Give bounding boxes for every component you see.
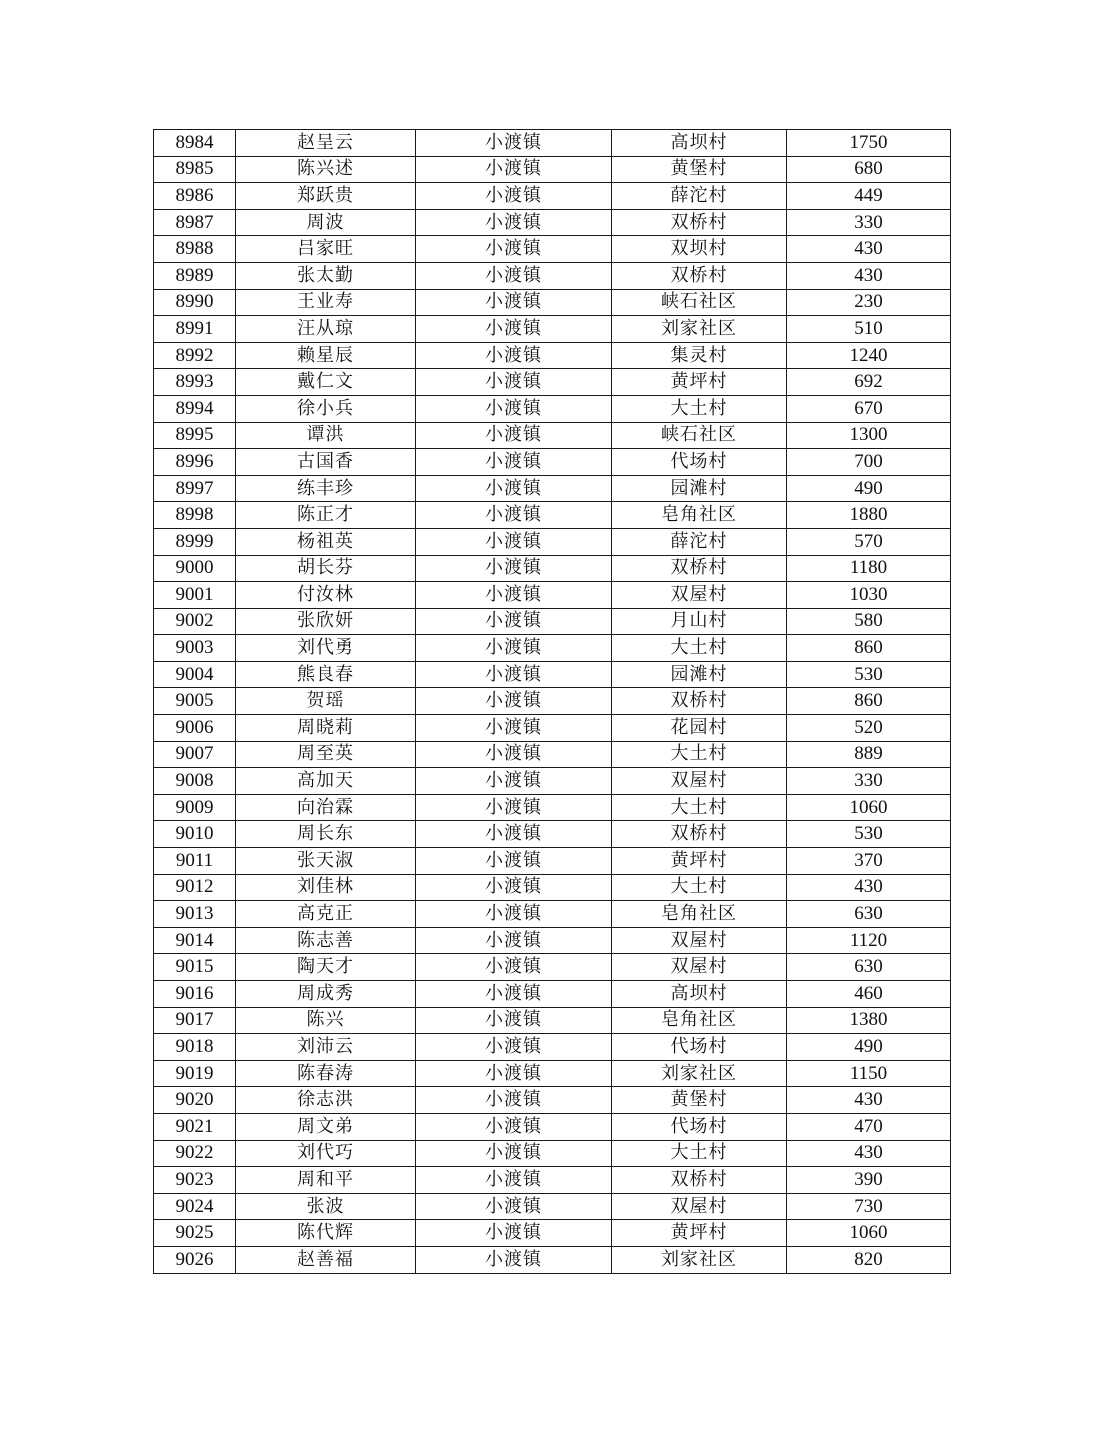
village-cell: 代场村 bbox=[612, 1034, 787, 1061]
table-row bbox=[154, 927, 951, 954]
village-cell: 高坝村 bbox=[612, 130, 787, 157]
table-row bbox=[154, 209, 951, 236]
village-cell: 峡石社区 bbox=[612, 422, 787, 449]
village-cell: 大土村 bbox=[612, 874, 787, 901]
amount-cell: 630 bbox=[787, 954, 951, 981]
table-row bbox=[154, 1007, 951, 1034]
village-cell: 薛沱村 bbox=[612, 528, 787, 555]
town-cell: 小渡镇 bbox=[416, 1140, 612, 1167]
town-cell: 小渡镇 bbox=[416, 981, 612, 1008]
table-row bbox=[154, 262, 951, 289]
town-cell: 小渡镇 bbox=[416, 262, 612, 289]
name-cell: 陈春涛 bbox=[236, 1060, 416, 1087]
records-table bbox=[153, 129, 951, 1274]
amount-cell: 430 bbox=[787, 262, 951, 289]
table-row bbox=[154, 395, 951, 422]
name-cell: 赖星辰 bbox=[236, 342, 416, 369]
village-cell: 双屋村 bbox=[612, 927, 787, 954]
name-cell: 周长东 bbox=[236, 821, 416, 848]
town-cell: 小渡镇 bbox=[416, 156, 612, 183]
village-cell: 大土村 bbox=[612, 741, 787, 768]
town-cell: 小渡镇 bbox=[416, 1193, 612, 1220]
amount-cell: 630 bbox=[787, 901, 951, 928]
serial-number-cell: 9022 bbox=[154, 1140, 236, 1167]
table-row bbox=[154, 794, 951, 821]
serial-number-cell: 8992 bbox=[154, 342, 236, 369]
table-row bbox=[154, 1060, 951, 1087]
table-row bbox=[154, 1167, 951, 1194]
town-cell: 小渡镇 bbox=[416, 688, 612, 715]
table-row bbox=[154, 1246, 951, 1273]
serial-number-cell: 9019 bbox=[154, 1060, 236, 1087]
serial-number-cell: 8997 bbox=[154, 475, 236, 502]
amount-cell: 820 bbox=[787, 1246, 951, 1273]
town-cell: 小渡镇 bbox=[416, 794, 612, 821]
name-cell: 练丰珍 bbox=[236, 475, 416, 502]
town-cell: 小渡镇 bbox=[416, 715, 612, 742]
village-cell: 高坝村 bbox=[612, 981, 787, 1008]
serial-number-cell: 9017 bbox=[154, 1007, 236, 1034]
amount-cell: 490 bbox=[787, 1034, 951, 1061]
serial-number-cell: 9004 bbox=[154, 661, 236, 688]
amount-cell: 860 bbox=[787, 635, 951, 662]
town-cell: 小渡镇 bbox=[416, 342, 612, 369]
amount-cell: 1060 bbox=[787, 1220, 951, 1247]
serial-number-cell: 9015 bbox=[154, 954, 236, 981]
serial-number-cell: 8987 bbox=[154, 209, 236, 236]
town-cell: 小渡镇 bbox=[416, 635, 612, 662]
serial-number-cell: 9026 bbox=[154, 1246, 236, 1273]
amount-cell: 390 bbox=[787, 1167, 951, 1194]
town-cell: 小渡镇 bbox=[416, 369, 612, 396]
name-cell: 陈志善 bbox=[236, 927, 416, 954]
serial-number-cell: 9001 bbox=[154, 582, 236, 609]
name-cell: 周文弟 bbox=[236, 1113, 416, 1140]
table-row bbox=[154, 821, 951, 848]
town-cell: 小渡镇 bbox=[416, 821, 612, 848]
village-cell: 皂角社区 bbox=[612, 502, 787, 529]
town-cell: 小渡镇 bbox=[416, 555, 612, 582]
village-cell: 黄坪村 bbox=[612, 848, 787, 875]
name-cell: 徐小兵 bbox=[236, 395, 416, 422]
amount-cell: 1880 bbox=[787, 502, 951, 529]
town-cell: 小渡镇 bbox=[416, 209, 612, 236]
amount-cell: 230 bbox=[787, 289, 951, 316]
amount-cell: 670 bbox=[787, 395, 951, 422]
table-row bbox=[154, 582, 951, 609]
name-cell: 张波 bbox=[236, 1193, 416, 1220]
amount-cell: 730 bbox=[787, 1193, 951, 1220]
town-cell: 小渡镇 bbox=[416, 1246, 612, 1273]
village-cell: 双屋村 bbox=[612, 768, 787, 795]
town-cell: 小渡镇 bbox=[416, 289, 612, 316]
amount-cell: 1180 bbox=[787, 555, 951, 582]
table-row bbox=[154, 449, 951, 476]
table-row bbox=[154, 555, 951, 582]
town-cell: 小渡镇 bbox=[416, 582, 612, 609]
amount-cell: 330 bbox=[787, 209, 951, 236]
amount-cell: 1380 bbox=[787, 1007, 951, 1034]
town-cell: 小渡镇 bbox=[416, 183, 612, 210]
town-cell: 小渡镇 bbox=[416, 901, 612, 928]
name-cell: 张天淑 bbox=[236, 848, 416, 875]
name-cell: 陈正才 bbox=[236, 502, 416, 529]
town-cell: 小渡镇 bbox=[416, 528, 612, 555]
town-cell: 小渡镇 bbox=[416, 608, 612, 635]
town-cell: 小渡镇 bbox=[416, 741, 612, 768]
village-cell: 薛沱村 bbox=[612, 183, 787, 210]
village-cell: 双坝村 bbox=[612, 236, 787, 263]
serial-number-cell: 9008 bbox=[154, 768, 236, 795]
amount-cell: 1150 bbox=[787, 1060, 951, 1087]
serial-number-cell: 9002 bbox=[154, 608, 236, 635]
town-cell: 小渡镇 bbox=[416, 475, 612, 502]
serial-number-cell: 8986 bbox=[154, 183, 236, 210]
serial-number-cell: 8989 bbox=[154, 262, 236, 289]
serial-number-cell: 8998 bbox=[154, 502, 236, 529]
village-cell: 黄坪村 bbox=[612, 1220, 787, 1247]
table-row bbox=[154, 1193, 951, 1220]
name-cell: 胡长芬 bbox=[236, 555, 416, 582]
serial-number-cell: 8988 bbox=[154, 236, 236, 263]
town-cell: 小渡镇 bbox=[416, 1060, 612, 1087]
town-cell: 小渡镇 bbox=[416, 449, 612, 476]
village-cell: 刘家社区 bbox=[612, 1060, 787, 1087]
amount-cell: 1750 bbox=[787, 130, 951, 157]
name-cell: 吕家旺 bbox=[236, 236, 416, 263]
village-cell: 双屋村 bbox=[612, 954, 787, 981]
village-cell: 大土村 bbox=[612, 1140, 787, 1167]
table-row bbox=[154, 1220, 951, 1247]
name-cell: 陶天才 bbox=[236, 954, 416, 981]
serial-number-cell: 8991 bbox=[154, 316, 236, 343]
table-row bbox=[154, 901, 951, 928]
name-cell: 高克正 bbox=[236, 901, 416, 928]
serial-number-cell: 8993 bbox=[154, 369, 236, 396]
amount-cell: 580 bbox=[787, 608, 951, 635]
amount-cell: 692 bbox=[787, 369, 951, 396]
serial-number-cell: 9007 bbox=[154, 741, 236, 768]
table-row bbox=[154, 768, 951, 795]
name-cell: 徐志洪 bbox=[236, 1087, 416, 1114]
serial-number-cell: 9011 bbox=[154, 848, 236, 875]
name-cell: 陈代辉 bbox=[236, 1220, 416, 1247]
village-cell: 月山村 bbox=[612, 608, 787, 635]
amount-cell: 430 bbox=[787, 874, 951, 901]
table-row bbox=[154, 130, 951, 157]
amount-cell: 470 bbox=[787, 1113, 951, 1140]
table-row bbox=[154, 528, 951, 555]
amount-cell: 330 bbox=[787, 768, 951, 795]
name-cell: 付汝林 bbox=[236, 582, 416, 609]
serial-number-cell: 8996 bbox=[154, 449, 236, 476]
village-cell: 大土村 bbox=[612, 794, 787, 821]
records-table-body bbox=[154, 130, 951, 1274]
village-cell: 双桥村 bbox=[612, 1167, 787, 1194]
name-cell: 郑跃贵 bbox=[236, 183, 416, 210]
town-cell: 小渡镇 bbox=[416, 1167, 612, 1194]
serial-number-cell: 9012 bbox=[154, 874, 236, 901]
table-row bbox=[154, 635, 951, 662]
name-cell: 周成秀 bbox=[236, 981, 416, 1008]
town-cell: 小渡镇 bbox=[416, 954, 612, 981]
serial-number-cell: 9006 bbox=[154, 715, 236, 742]
table-row bbox=[154, 342, 951, 369]
village-cell: 皂角社区 bbox=[612, 901, 787, 928]
village-cell: 大土村 bbox=[612, 635, 787, 662]
town-cell: 小渡镇 bbox=[416, 927, 612, 954]
table-row bbox=[154, 848, 951, 875]
name-cell: 谭洪 bbox=[236, 422, 416, 449]
table-row bbox=[154, 289, 951, 316]
town-cell: 小渡镇 bbox=[416, 395, 612, 422]
serial-number-cell: 9009 bbox=[154, 794, 236, 821]
name-cell: 张太勤 bbox=[236, 262, 416, 289]
amount-cell: 860 bbox=[787, 688, 951, 715]
name-cell: 陈兴 bbox=[236, 1007, 416, 1034]
village-cell: 双桥村 bbox=[612, 209, 787, 236]
table-row bbox=[154, 422, 951, 449]
serial-number-cell: 9000 bbox=[154, 555, 236, 582]
town-cell: 小渡镇 bbox=[416, 1220, 612, 1247]
amount-cell: 490 bbox=[787, 475, 951, 502]
table-row bbox=[154, 715, 951, 742]
name-cell: 赵善福 bbox=[236, 1246, 416, 1273]
table-row bbox=[154, 1034, 951, 1061]
serial-number-cell: 9014 bbox=[154, 927, 236, 954]
town-cell: 小渡镇 bbox=[416, 1087, 612, 1114]
village-cell: 双屋村 bbox=[612, 1193, 787, 1220]
amount-cell: 520 bbox=[787, 715, 951, 742]
amount-cell: 1240 bbox=[787, 342, 951, 369]
village-cell: 集灵村 bbox=[612, 342, 787, 369]
table-row bbox=[154, 502, 951, 529]
town-cell: 小渡镇 bbox=[416, 316, 612, 343]
name-cell: 周至英 bbox=[236, 741, 416, 768]
town-cell: 小渡镇 bbox=[416, 422, 612, 449]
name-cell: 刘沛云 bbox=[236, 1034, 416, 1061]
name-cell: 张欣妍 bbox=[236, 608, 416, 635]
amount-cell: 1300 bbox=[787, 422, 951, 449]
serial-number-cell: 8994 bbox=[154, 395, 236, 422]
village-cell: 园滩村 bbox=[612, 475, 787, 502]
village-cell: 双屋村 bbox=[612, 582, 787, 609]
amount-cell: 449 bbox=[787, 183, 951, 210]
serial-number-cell: 9024 bbox=[154, 1193, 236, 1220]
name-cell: 周波 bbox=[236, 209, 416, 236]
name-cell: 刘佳林 bbox=[236, 874, 416, 901]
village-cell: 双桥村 bbox=[612, 821, 787, 848]
town-cell: 小渡镇 bbox=[416, 874, 612, 901]
table-row bbox=[154, 661, 951, 688]
amount-cell: 680 bbox=[787, 156, 951, 183]
village-cell: 代场村 bbox=[612, 449, 787, 476]
amount-cell: 430 bbox=[787, 236, 951, 263]
table-row bbox=[154, 236, 951, 263]
serial-number-cell: 9013 bbox=[154, 901, 236, 928]
table-row bbox=[154, 1140, 951, 1167]
amount-cell: 700 bbox=[787, 449, 951, 476]
amount-cell: 570 bbox=[787, 528, 951, 555]
table-row bbox=[154, 156, 951, 183]
table-row bbox=[154, 316, 951, 343]
serial-number-cell: 9020 bbox=[154, 1087, 236, 1114]
amount-cell: 430 bbox=[787, 1087, 951, 1114]
name-cell: 古国香 bbox=[236, 449, 416, 476]
town-cell: 小渡镇 bbox=[416, 768, 612, 795]
town-cell: 小渡镇 bbox=[416, 236, 612, 263]
serial-number-cell: 9005 bbox=[154, 688, 236, 715]
serial-number-cell: 9016 bbox=[154, 981, 236, 1008]
table-row bbox=[154, 874, 951, 901]
village-cell: 代场村 bbox=[612, 1113, 787, 1140]
amount-cell: 370 bbox=[787, 848, 951, 875]
table-row bbox=[154, 688, 951, 715]
serial-number-cell: 8984 bbox=[154, 130, 236, 157]
name-cell: 熊良春 bbox=[236, 661, 416, 688]
name-cell: 周晓莉 bbox=[236, 715, 416, 742]
serial-number-cell: 9003 bbox=[154, 635, 236, 662]
village-cell: 刘家社区 bbox=[612, 316, 787, 343]
serial-number-cell: 9018 bbox=[154, 1034, 236, 1061]
name-cell: 贺瑶 bbox=[236, 688, 416, 715]
table-row bbox=[154, 608, 951, 635]
name-cell: 戴仁文 bbox=[236, 369, 416, 396]
table-row bbox=[154, 741, 951, 768]
village-cell: 黄堡村 bbox=[612, 156, 787, 183]
name-cell: 刘代勇 bbox=[236, 635, 416, 662]
village-cell: 双桥村 bbox=[612, 555, 787, 582]
town-cell: 小渡镇 bbox=[416, 130, 612, 157]
name-cell: 周和平 bbox=[236, 1167, 416, 1194]
table-row bbox=[154, 1113, 951, 1140]
village-cell: 大土村 bbox=[612, 395, 787, 422]
town-cell: 小渡镇 bbox=[416, 1034, 612, 1061]
village-cell: 峡石社区 bbox=[612, 289, 787, 316]
serial-number-cell: 9025 bbox=[154, 1220, 236, 1247]
name-cell: 高加天 bbox=[236, 768, 416, 795]
town-cell: 小渡镇 bbox=[416, 1113, 612, 1140]
name-cell: 王业寿 bbox=[236, 289, 416, 316]
village-cell: 园滩村 bbox=[612, 661, 787, 688]
amount-cell: 510 bbox=[787, 316, 951, 343]
town-cell: 小渡镇 bbox=[416, 848, 612, 875]
table-row bbox=[154, 1087, 951, 1114]
name-cell: 向治霖 bbox=[236, 794, 416, 821]
serial-number-cell: 8995 bbox=[154, 422, 236, 449]
amount-cell: 460 bbox=[787, 981, 951, 1008]
village-cell: 黄堡村 bbox=[612, 1087, 787, 1114]
table-row bbox=[154, 369, 951, 396]
serial-number-cell: 9021 bbox=[154, 1113, 236, 1140]
serial-number-cell: 9023 bbox=[154, 1167, 236, 1194]
serial-number-cell: 9010 bbox=[154, 821, 236, 848]
village-cell: 双桥村 bbox=[612, 688, 787, 715]
amount-cell: 530 bbox=[787, 821, 951, 848]
serial-number-cell: 8990 bbox=[154, 289, 236, 316]
village-cell: 皂角社区 bbox=[612, 1007, 787, 1034]
table-row bbox=[154, 475, 951, 502]
table-row bbox=[154, 954, 951, 981]
amount-cell: 530 bbox=[787, 661, 951, 688]
name-cell: 陈兴述 bbox=[236, 156, 416, 183]
village-cell: 黄坪村 bbox=[612, 369, 787, 396]
town-cell: 小渡镇 bbox=[416, 661, 612, 688]
amount-cell: 1060 bbox=[787, 794, 951, 821]
serial-number-cell: 8999 bbox=[154, 528, 236, 555]
name-cell: 刘代巧 bbox=[236, 1140, 416, 1167]
village-cell: 刘家社区 bbox=[612, 1246, 787, 1273]
amount-cell: 1120 bbox=[787, 927, 951, 954]
table-row bbox=[154, 183, 951, 210]
name-cell: 赵呈云 bbox=[236, 130, 416, 157]
village-cell: 花园村 bbox=[612, 715, 787, 742]
amount-cell: 1030 bbox=[787, 582, 951, 609]
amount-cell: 889 bbox=[787, 741, 951, 768]
table-row bbox=[154, 981, 951, 1008]
name-cell: 杨祖英 bbox=[236, 528, 416, 555]
village-cell: 双桥村 bbox=[612, 262, 787, 289]
amount-cell: 430 bbox=[787, 1140, 951, 1167]
town-cell: 小渡镇 bbox=[416, 1007, 612, 1034]
town-cell: 小渡镇 bbox=[416, 502, 612, 529]
name-cell: 汪从琼 bbox=[236, 316, 416, 343]
serial-number-cell: 8985 bbox=[154, 156, 236, 183]
